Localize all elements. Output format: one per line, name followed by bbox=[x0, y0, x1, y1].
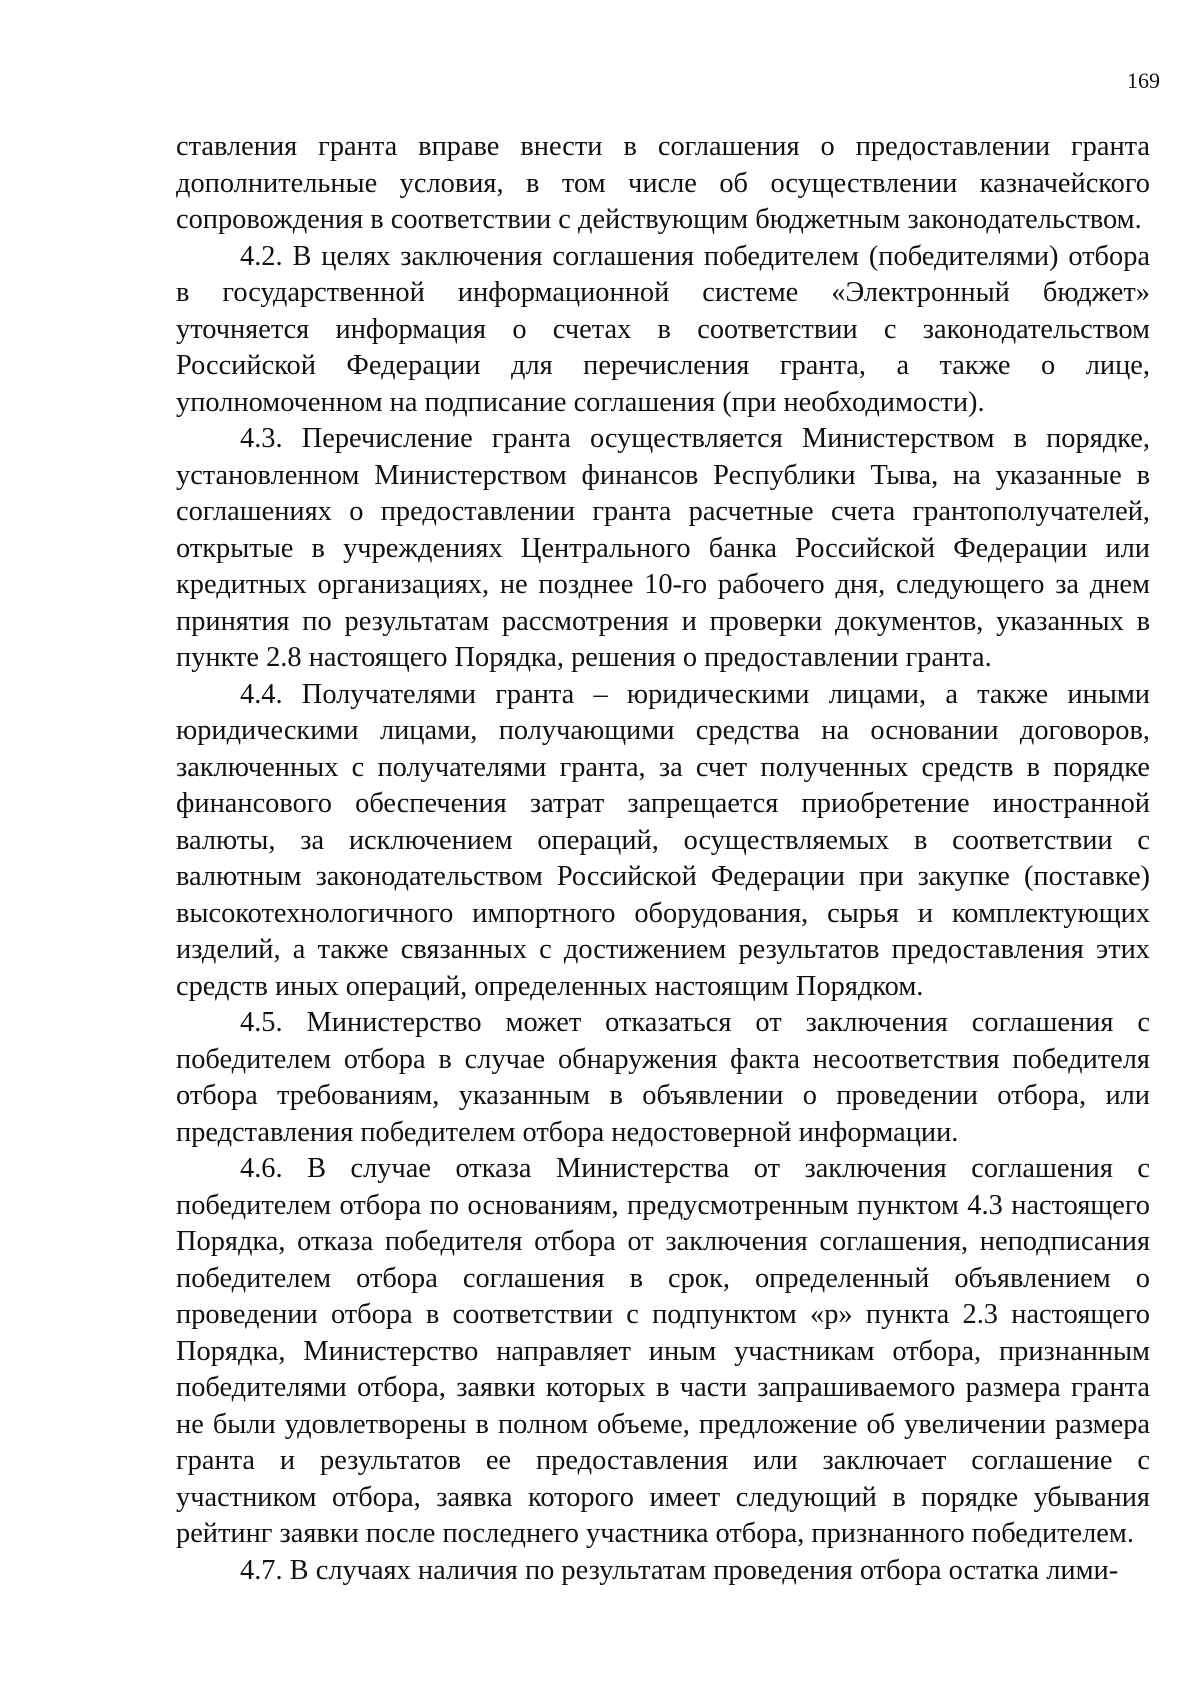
paragraph-4-3: 4.3. Перечисление гранта осуществляется Министерством в порядке, установленном Министерством финансов Республики Тыва, на указанные в соглашениях о предоставлении гранта расчетные счета грантополучателей, открытые в учреждениях Центрального банка Российской Федерации или кредитных организациях, не позднее 10-го рабочего дня, следующего за днем принятия по результатам рассмотрения и проверки документов, указанных в пункте 2.8 настоящего Порядка, решения о предоставлении гранта. bbox=[176, 423, 1150, 673]
paragraph-4-5: 4.5. Министерство может отказаться от заключения соглашения с победителем отбора в случае обнаружения факта несоответствия победителя отбора требованиям, указанным в объявлении о проведении отбора, или представления победителем отбора недостоверной информации. bbox=[176, 1007, 1150, 1148]
page-number: 169 bbox=[1127, 68, 1160, 93]
document-body bbox=[176, 129, 1150, 1589]
paragraph-continuation: ставления гранта вправе внести в соглашения о предоставлении гранта дополнительные условия, в том числе об осуществлении казначейского сопровождения в соответствии с действующим бюджетным законодательством. bbox=[176, 131, 1150, 235]
paragraph-4-4: 4.4. Получателями гранта – юридическими лицами, а также иными юридическими лицами, получающими средства на основании договоров, заключенных с получателями гранта, за счет полученных средств в порядке финансового обеспечения затрат запрещается приобретение иностранной валюты, за исключением операций, осуществляемых в соответствии с валютным законодательством Российской Федерации при закупке (поставке) высокотехнологичного импортного оборудования, сырья и комплектующих изделий, а также связанных с достижением результатов предоставления этих средств иных операций, определенных настоящим Порядком. bbox=[176, 678, 1150, 1002]
paragraph-4-2: 4.2. В целях заключения соглашения победителем (победителями) отбора в государственной информационной системе «Электронный бюджет» уточняется информация о счетах в соответствии с законодательством Российской Федерации для перечисления гранта, а также о лице, уполномоченном на подписание соглашения (при необходимости). bbox=[176, 240, 1150, 418]
paragraph-4-7: 4.7. В случаях наличия по результатам проведения отбора остатка лими- bbox=[240, 1554, 1119, 1586]
paragraph-4-6: 4.6. В случае отказа Министерства от заключения соглашения с победителем отбора по основаниям, предусмотренным пунктом 4.3 настоящего Порядка, отказа победителя отбора от заключения соглашения, неподписания победителем отбора соглашения в срок, определенный объявлением о проведении отбора в соответствии с подпунктом «р» пункта 2.3 настоящего Порядка, Министерство направляет иным участникам отбора, признанным победителями отбора, заявки которых в части запрашиваемого размера гранта не были удовлетворены в полном объеме, предложение об увеличении размера гранта и результатов ее предоставления или заключает соглашение с участником отбора, заявка которого имеет следующий в порядке убывания рейтинг заявки после последнего участника отбора, признанного победителем. bbox=[176, 1153, 1150, 1549]
